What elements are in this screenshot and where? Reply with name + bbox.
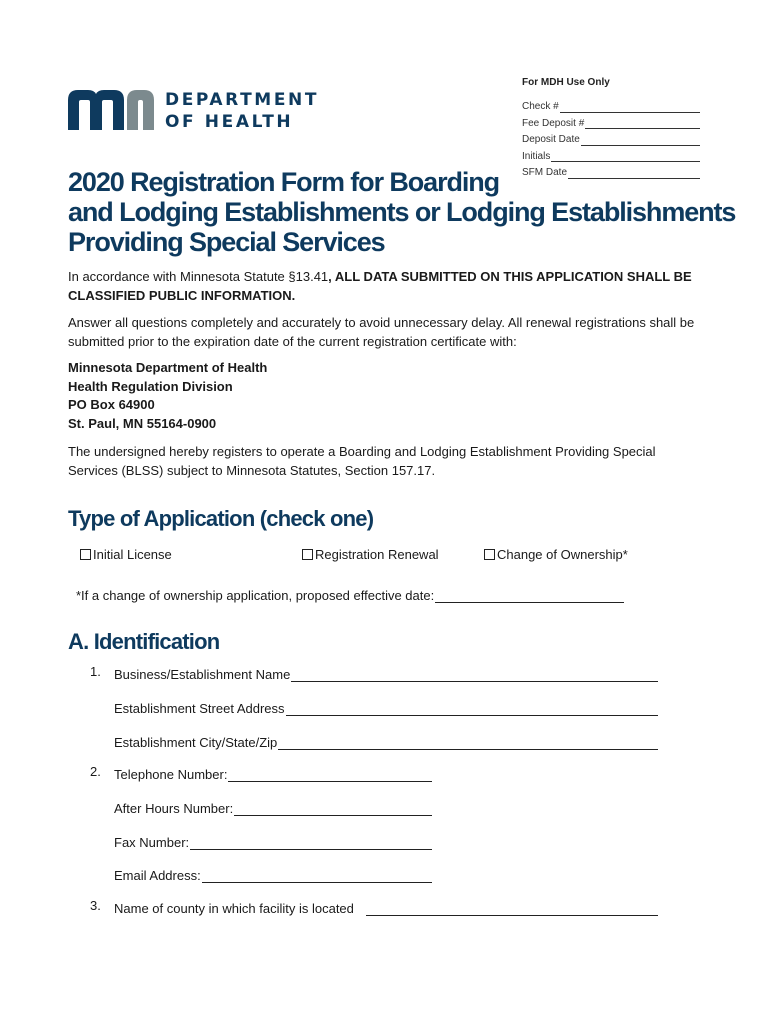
form-title-line: and Lodging Establishments or Lodging Establishments xyxy=(68,197,736,227)
address-line: Minnesota Department of Health xyxy=(68,360,268,375)
identification-heading: A. Identification xyxy=(68,629,220,654)
office-field-sfm-date: SFM Date xyxy=(522,165,700,182)
business-name-field[interactable] xyxy=(291,667,658,682)
office-field-initials: Initials xyxy=(522,149,700,166)
street-address-row: Establishment Street Address xyxy=(114,698,658,716)
item-number: 2. xyxy=(90,764,101,779)
instructions-paragraph: Answer all questions completely and accurately to avoid unnecessary delay. All renewal registrations shall be submitted prior to the expiration date of the current registration certificate with: xyxy=(68,315,695,349)
county-row: Name of county in which facility is located xyxy=(114,898,658,916)
change-of-ownership-option[interactable]: Change of Ownership* xyxy=(484,547,628,562)
address-line: Health Regulation Division xyxy=(68,378,233,394)
city-state-zip-field[interactable] xyxy=(278,735,658,750)
form-title xyxy=(68,167,736,257)
after-hours-field[interactable] xyxy=(234,801,432,816)
office-field-line[interactable] xyxy=(551,149,700,163)
office-field-line[interactable] xyxy=(560,99,700,113)
office-field-deposit-date: Deposit Date xyxy=(522,132,700,149)
form-title-line: Providing Special Services xyxy=(68,227,385,257)
fax-row: Fax Number: xyxy=(114,832,432,850)
logo-text-department: DEPARTMENT xyxy=(165,90,320,110)
registration-renewal-option[interactable]: Registration Renewal xyxy=(302,547,439,562)
address-line: St. Paul, MN 55164-0900 xyxy=(68,415,217,431)
item-number: 3. xyxy=(90,898,101,913)
checkbox-icon[interactable] xyxy=(302,549,313,560)
form-title-line: 2020 Registration Form for Boarding xyxy=(68,167,500,197)
office-use-title: For MDH Use Only xyxy=(522,77,610,88)
after-hours-row: After Hours Number: xyxy=(114,798,432,816)
effective-date-row: *If a change of ownership application, proposed effective date: xyxy=(76,585,624,603)
fax-field[interactable] xyxy=(190,835,432,850)
type-of-application-heading: Type of Application (check one) xyxy=(68,506,374,531)
office-field-fee-deposit: Fee Deposit # xyxy=(522,116,700,133)
mn-logo-icon xyxy=(68,90,154,130)
business-name-row: Business/Establishment Name xyxy=(114,664,658,682)
initial-license-option[interactable]: Initial License xyxy=(80,547,172,562)
statute-paragraph: In accordance with Minnesota Statute §13.41, ALL DATA SUBMITTED ON THIS APPLICATION SHALL BE CLASSIFIED PUBLIC INFORMATION. xyxy=(68,269,692,303)
checkbox-icon[interactable] xyxy=(80,549,91,560)
blss-paragraph: The undersigned hereby registers to operate a Boarding and Lodging Establishment Providing Special Services (BLSS) subject to Minnesota Statutes, Section 157.17. xyxy=(68,444,656,478)
office-field-line[interactable] xyxy=(585,116,700,130)
public-information-notice: , ALL DATA SUBMITTED ON THIS APPLICATION SHALL BE CLASSIFIED PUBLIC INFORMATION. xyxy=(68,269,692,303)
email-field[interactable] xyxy=(202,868,432,883)
email-row: Email Address: xyxy=(114,865,432,883)
county-field[interactable] xyxy=(366,901,658,916)
telephone-row: Telephone Number: xyxy=(114,764,432,782)
effective-date-field[interactable] xyxy=(435,588,624,603)
checkbox-icon[interactable] xyxy=(484,549,495,560)
city-state-zip-row: Establishment City/State/Zip xyxy=(114,732,658,750)
office-field-check: Check # xyxy=(522,99,700,116)
address-line: PO Box 64900 xyxy=(68,397,155,412)
street-address-field[interactable] xyxy=(286,701,658,716)
telephone-field[interactable] xyxy=(228,767,432,782)
item-number: 1. xyxy=(90,664,101,679)
office-field-line[interactable] xyxy=(581,132,700,146)
logo-text-of-health: OF HEALTH xyxy=(165,112,294,132)
mailing-address xyxy=(68,359,267,433)
